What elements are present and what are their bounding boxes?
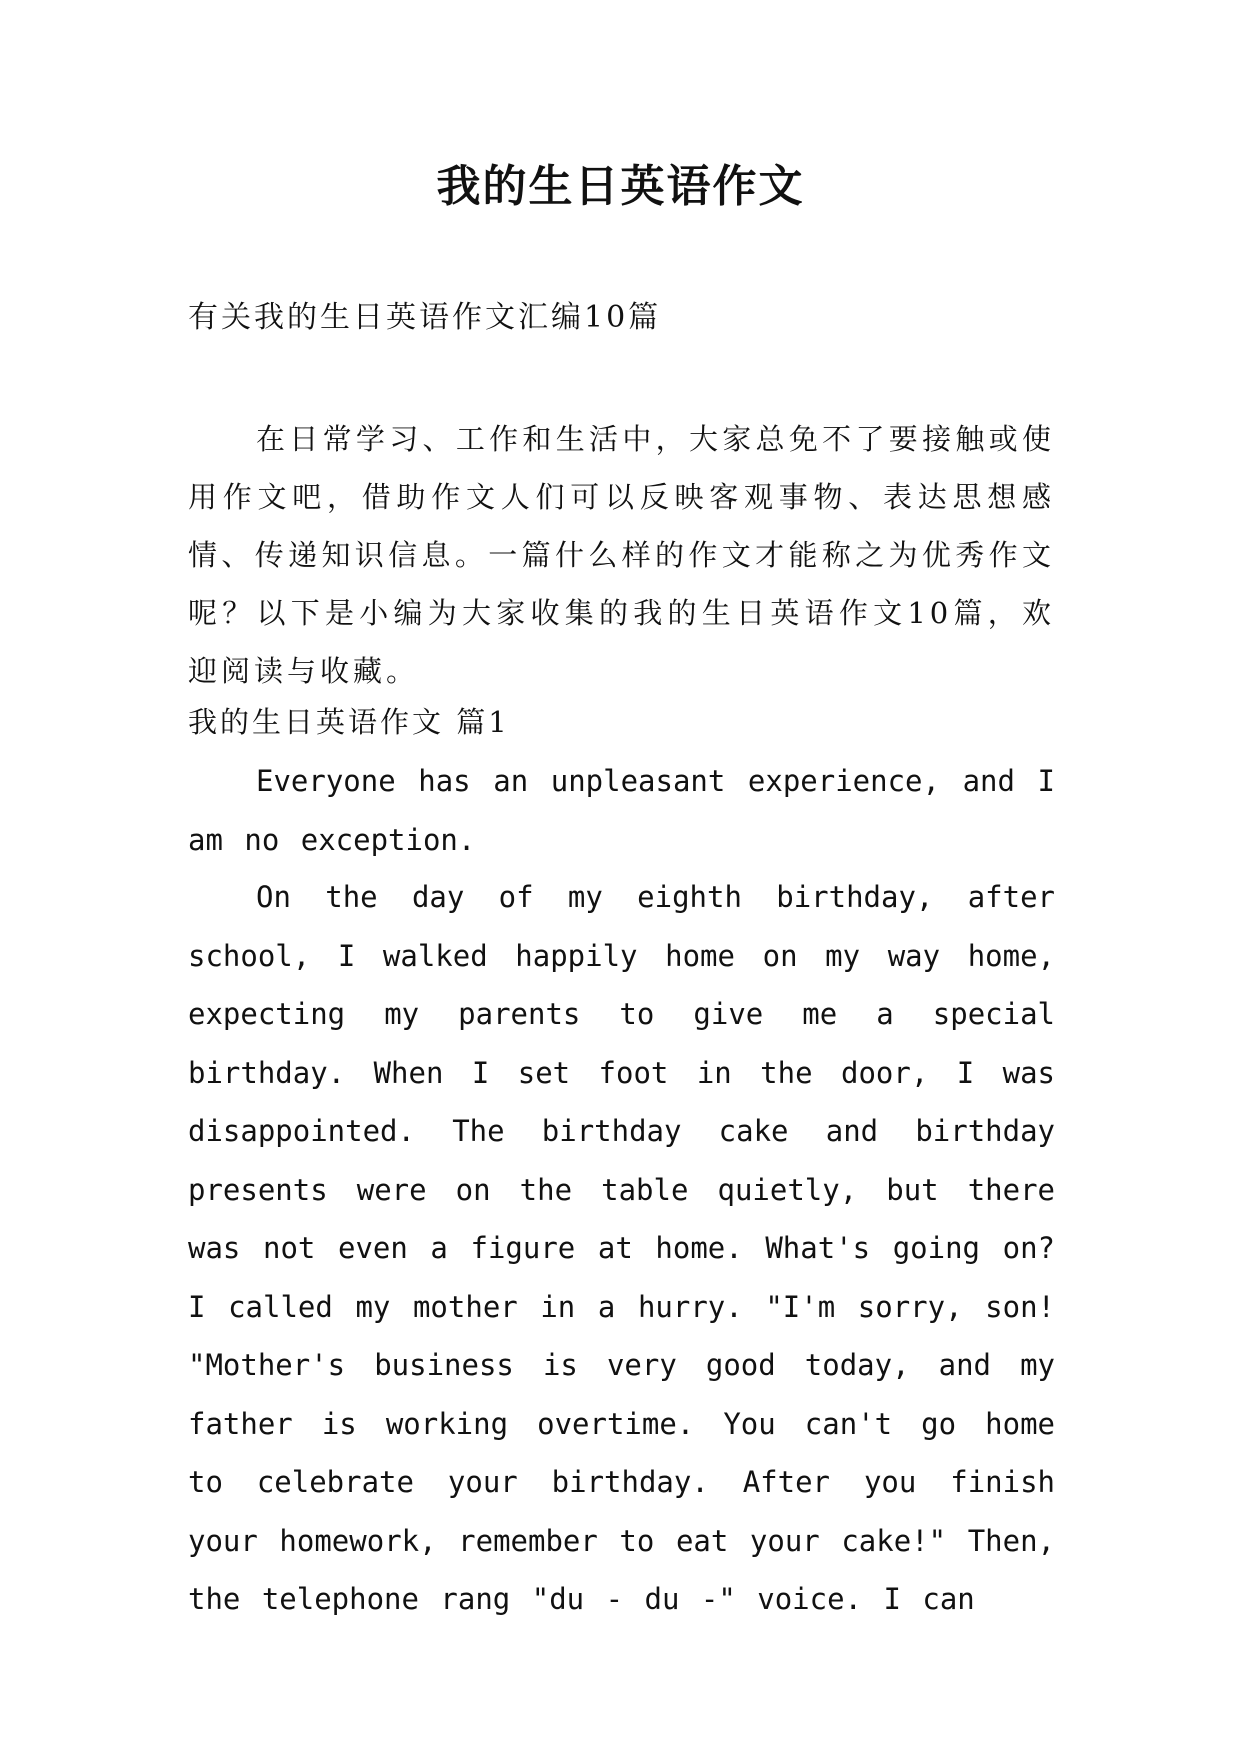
essay-paragraph-2: On the day of my eighth birthday, after school, I walked happily home on my way home, expecting my parents to give me a special birthday. When I set foot in the door, I was disappointed. The birthday cake and birthday presents were on the table quietly, but there was not even a figure at home. What's going on? I called my mother in a hurry. "I'm sorry, son! "Mother's business is very good today, and my father is working overtime. You can't go home to celebrate your birthday. After you finish your homework, remember to eat your cake!" Then, the telephone rang "du - du -" voice. I can [188,880,1055,1616]
section-heading: 我的生日英语作文 篇1 [188,705,510,739]
intro-paragraph: 在日常学习、工作和生活中，大家总免不了要接触或使用作文吧，借助作文人们可以反映客观事物、表达思想感情、传递知识信息。一篇什么样的作文才能称之为优秀作文呢？以下是小编为大家收集的我的生日英语作文10篇，欢迎阅读与收藏。 [188,422,1055,688]
essay-paragraph-1: Everyone has an unpleasant experience, and I am no exception. [188,764,1055,857]
document-title: 我的生日英语作文 [436,161,805,212]
document-subtitle: 有关我的生日英语作文汇编10篇 [188,300,662,335]
